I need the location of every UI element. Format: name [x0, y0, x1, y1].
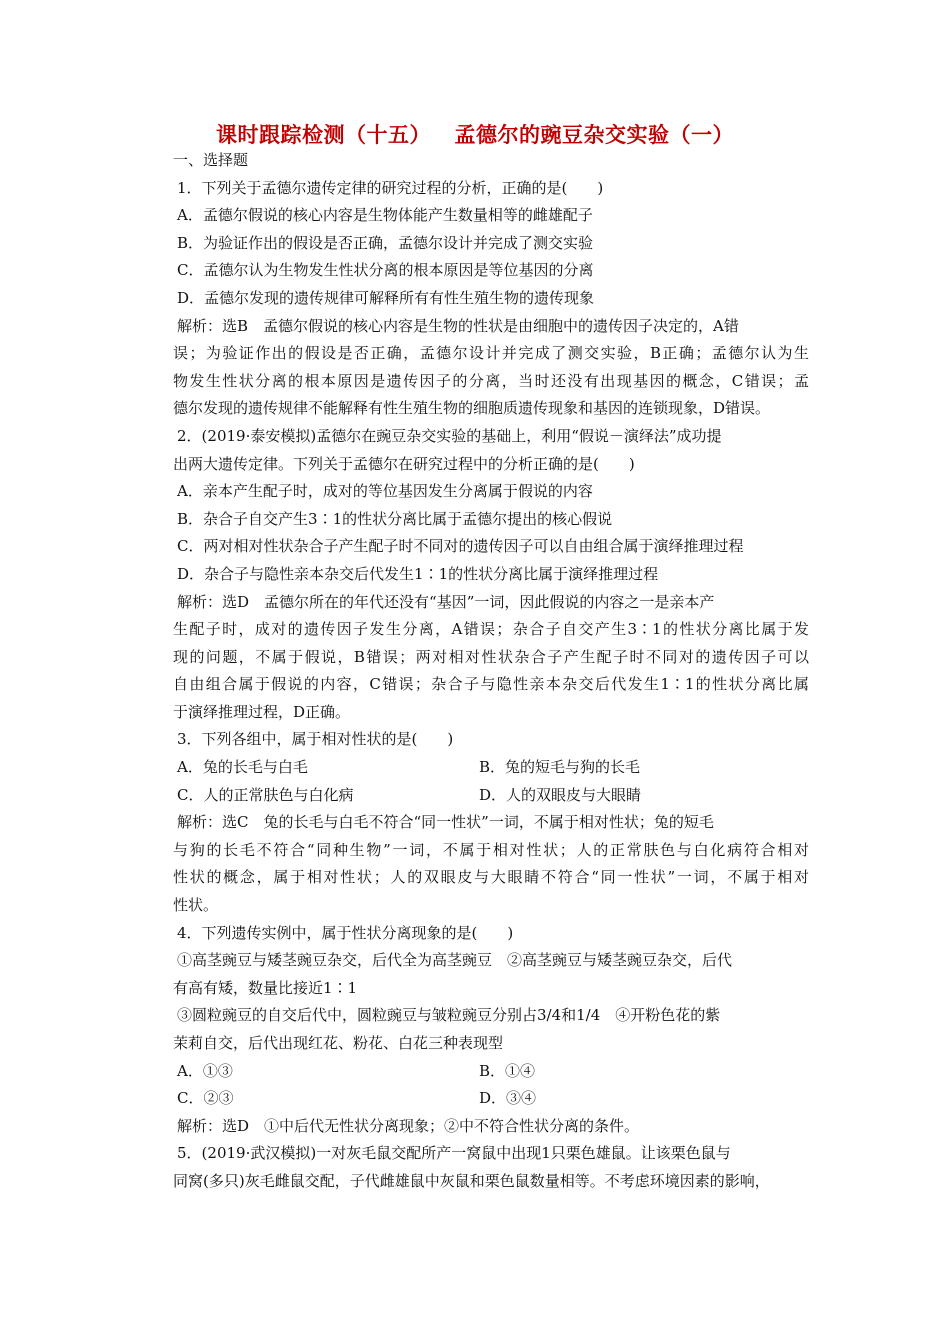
document-body [173, 147, 809, 1196]
question-4-options-row [173, 1085, 809, 1113]
question-2-analysis-line: 现的问题，不属于假说，B错误；两对相对性状杂合子产生配子时不同对的遗传因子可以 [173, 647, 809, 666]
question-1-option-d: D．孟德尔发现的遗传规律可解释所有有性生殖生物的遗传现象 [177, 288, 595, 307]
question-3-analysis-line: 与狗的长毛不符合“同种生物”一词，不属于相对性状；人的正常肤色与白化病符合相对 [173, 840, 809, 859]
question-3-option-c: C．人的正常肤色与白化病 [177, 785, 354, 804]
question-3-stem: 3．下列各组中，属于相对性状的是( ) [177, 730, 454, 749]
question-1-option-a: A．孟德尔假说的核心内容是生物体能产生数量相等的雌雄配子 [177, 206, 593, 225]
page-title: 课时跟踪检测（十五） 孟德尔的豌豆杂交实验（一） [216, 123, 734, 147]
question-4-stem: 4．下列遗传实例中，属于性状分离现象的是( ) [177, 923, 514, 942]
question-1-stem: 1．下列关于孟德尔遗传定律的研究过程的分析，正确的是( ) [177, 178, 604, 197]
question-2-analysis-line: 生配子时，成对的遗传因子发生分离，A错误；杂合子自交产生3∶1的性状分离比属于发 [173, 620, 809, 639]
question-2-option-b: B．杂合子自交产生3∶1的性状分离比属于孟德尔提出的核心假说 [177, 509, 613, 528]
question-4-options-row [173, 1058, 809, 1086]
question-4-item-line: 茉莉自交，后代出现红花、粉花、白花三种表现型 [173, 1034, 504, 1052]
question-3-analysis-line: 性状的概念，属于相对性状；人的双眼皮与大眼睛不符合“同一性状”一词，不属于相对 [173, 868, 809, 887]
question-2-option-c: C．两对相对性状杂合子产生配子时不同对的遗传因子可以自由组合属于演绎推理过程 [177, 537, 744, 556]
question-4-option-b: B．①④ [479, 1061, 536, 1080]
question-2-stem-line: 出两大遗传定律。下列关于孟德尔在研究过程中的分析正确的是( ) [173, 454, 635, 473]
question-3-analysis-line: 性状。 [173, 896, 219, 915]
question-1-analysis-line: 物发生性状分离的根本原因是遗传因子的分离，当时还没有出现基因的概念，C错误；孟 [173, 371, 809, 390]
question-1-analysis-line: 误；为验证作出的假设是否正确，孟德尔设计并完成了测交实验，B正确；孟德尔认为生 [173, 344, 809, 363]
question-3-option-d: D．人的双眼皮与大眼睛 [479, 785, 642, 804]
question-2-option-a: A．亲本产生配子时，成对的等位基因发生分离属于假说的内容 [177, 482, 593, 501]
question-2-analysis-line: 解析：选D 孟德尔所在的年代还没有“基因”一词，因此假说的内容之一是亲本产 [177, 592, 715, 611]
question-3-option-b: B．兔的短毛与狗的长毛 [479, 758, 641, 777]
question-1-analysis-line: 德尔发现的遗传规律不能解释有性生殖生物的细胞质遗传现象和基因的连锁现象，D错误。 [173, 399, 771, 418]
question-2-analysis-line: 于演绎推理过程，D正确。 [173, 702, 351, 721]
question-4-option-c: C．②③ [177, 1089, 234, 1108]
question-3-options-row [173, 754, 809, 782]
question-4-item-line: ①高茎豌豆与矮茎豌豆杂交，后代全为高茎豌豆 ②高茎豌豆与矮茎豌豆杂交，后代 [177, 951, 733, 970]
question-5-stem-line: 5．(2019·武汉模拟)一对灰毛鼠交配所产一窝鼠中出现1只栗色雄鼠。让该栗色鼠与 [177, 1144, 731, 1163]
question-1-analysis-line: 解析：选B 孟德尔假说的核心内容是生物的性状是由细胞中的遗传因子决定的，A错 [177, 316, 739, 335]
question-3-options-row [173, 782, 809, 810]
question-4-item-line: ③圆粒豌豆的自交后代中，圆粒豌豆与皱粒豌豆分别占3/4和1/4 ④开粉色花的紫 [177, 1006, 721, 1025]
question-4-item-line: 有高有矮，数量比接近1∶1 [173, 978, 358, 997]
question-4-option-a: A．①③ [177, 1061, 233, 1080]
question-4-option-d: D．③④ [479, 1089, 537, 1108]
question-1-option-b: B．为验证作出的假设是否正确，孟德尔设计并完成了测交实验 [177, 233, 594, 252]
question-4-analysis: 解析：选D ①中后代无性状分离现象；②中不符合性状分离的条件。 [177, 1116, 640, 1135]
question-2-analysis-line: 自由组合属于假说的内容，C错误；杂合子与隐性亲本杂交后代发生1∶1的性状分离比属 [173, 675, 809, 694]
question-3-option-a: A．兔的长毛与白毛 [177, 758, 308, 777]
question-5-stem-line: 同窝(多只)灰毛雌鼠交配，子代雌雄鼠中灰鼠和栗色鼠数量相等。不考虑环境因素的影响， [173, 1171, 770, 1190]
question-1-option-c: C．孟德尔认为生物发生性状分离的根本原因是等位基因的分离 [177, 261, 594, 280]
question-2-option-d: D．杂合子与隐性亲本杂交后代发生1∶1的性状分离比属于演绎推理过程 [177, 564, 659, 583]
question-3-analysis-line: 解析：选C 兔的长毛与白毛不符合“同一性状”一词，不属于相对性状；兔的短毛 [177, 813, 714, 832]
question-2-stem-line: 2．(2019·泰安模拟)孟德尔在豌豆杂交实验的基础上，利用“假说－演绎法”成功提 [177, 426, 722, 445]
section-heading: 一、选择题 [173, 151, 249, 169]
